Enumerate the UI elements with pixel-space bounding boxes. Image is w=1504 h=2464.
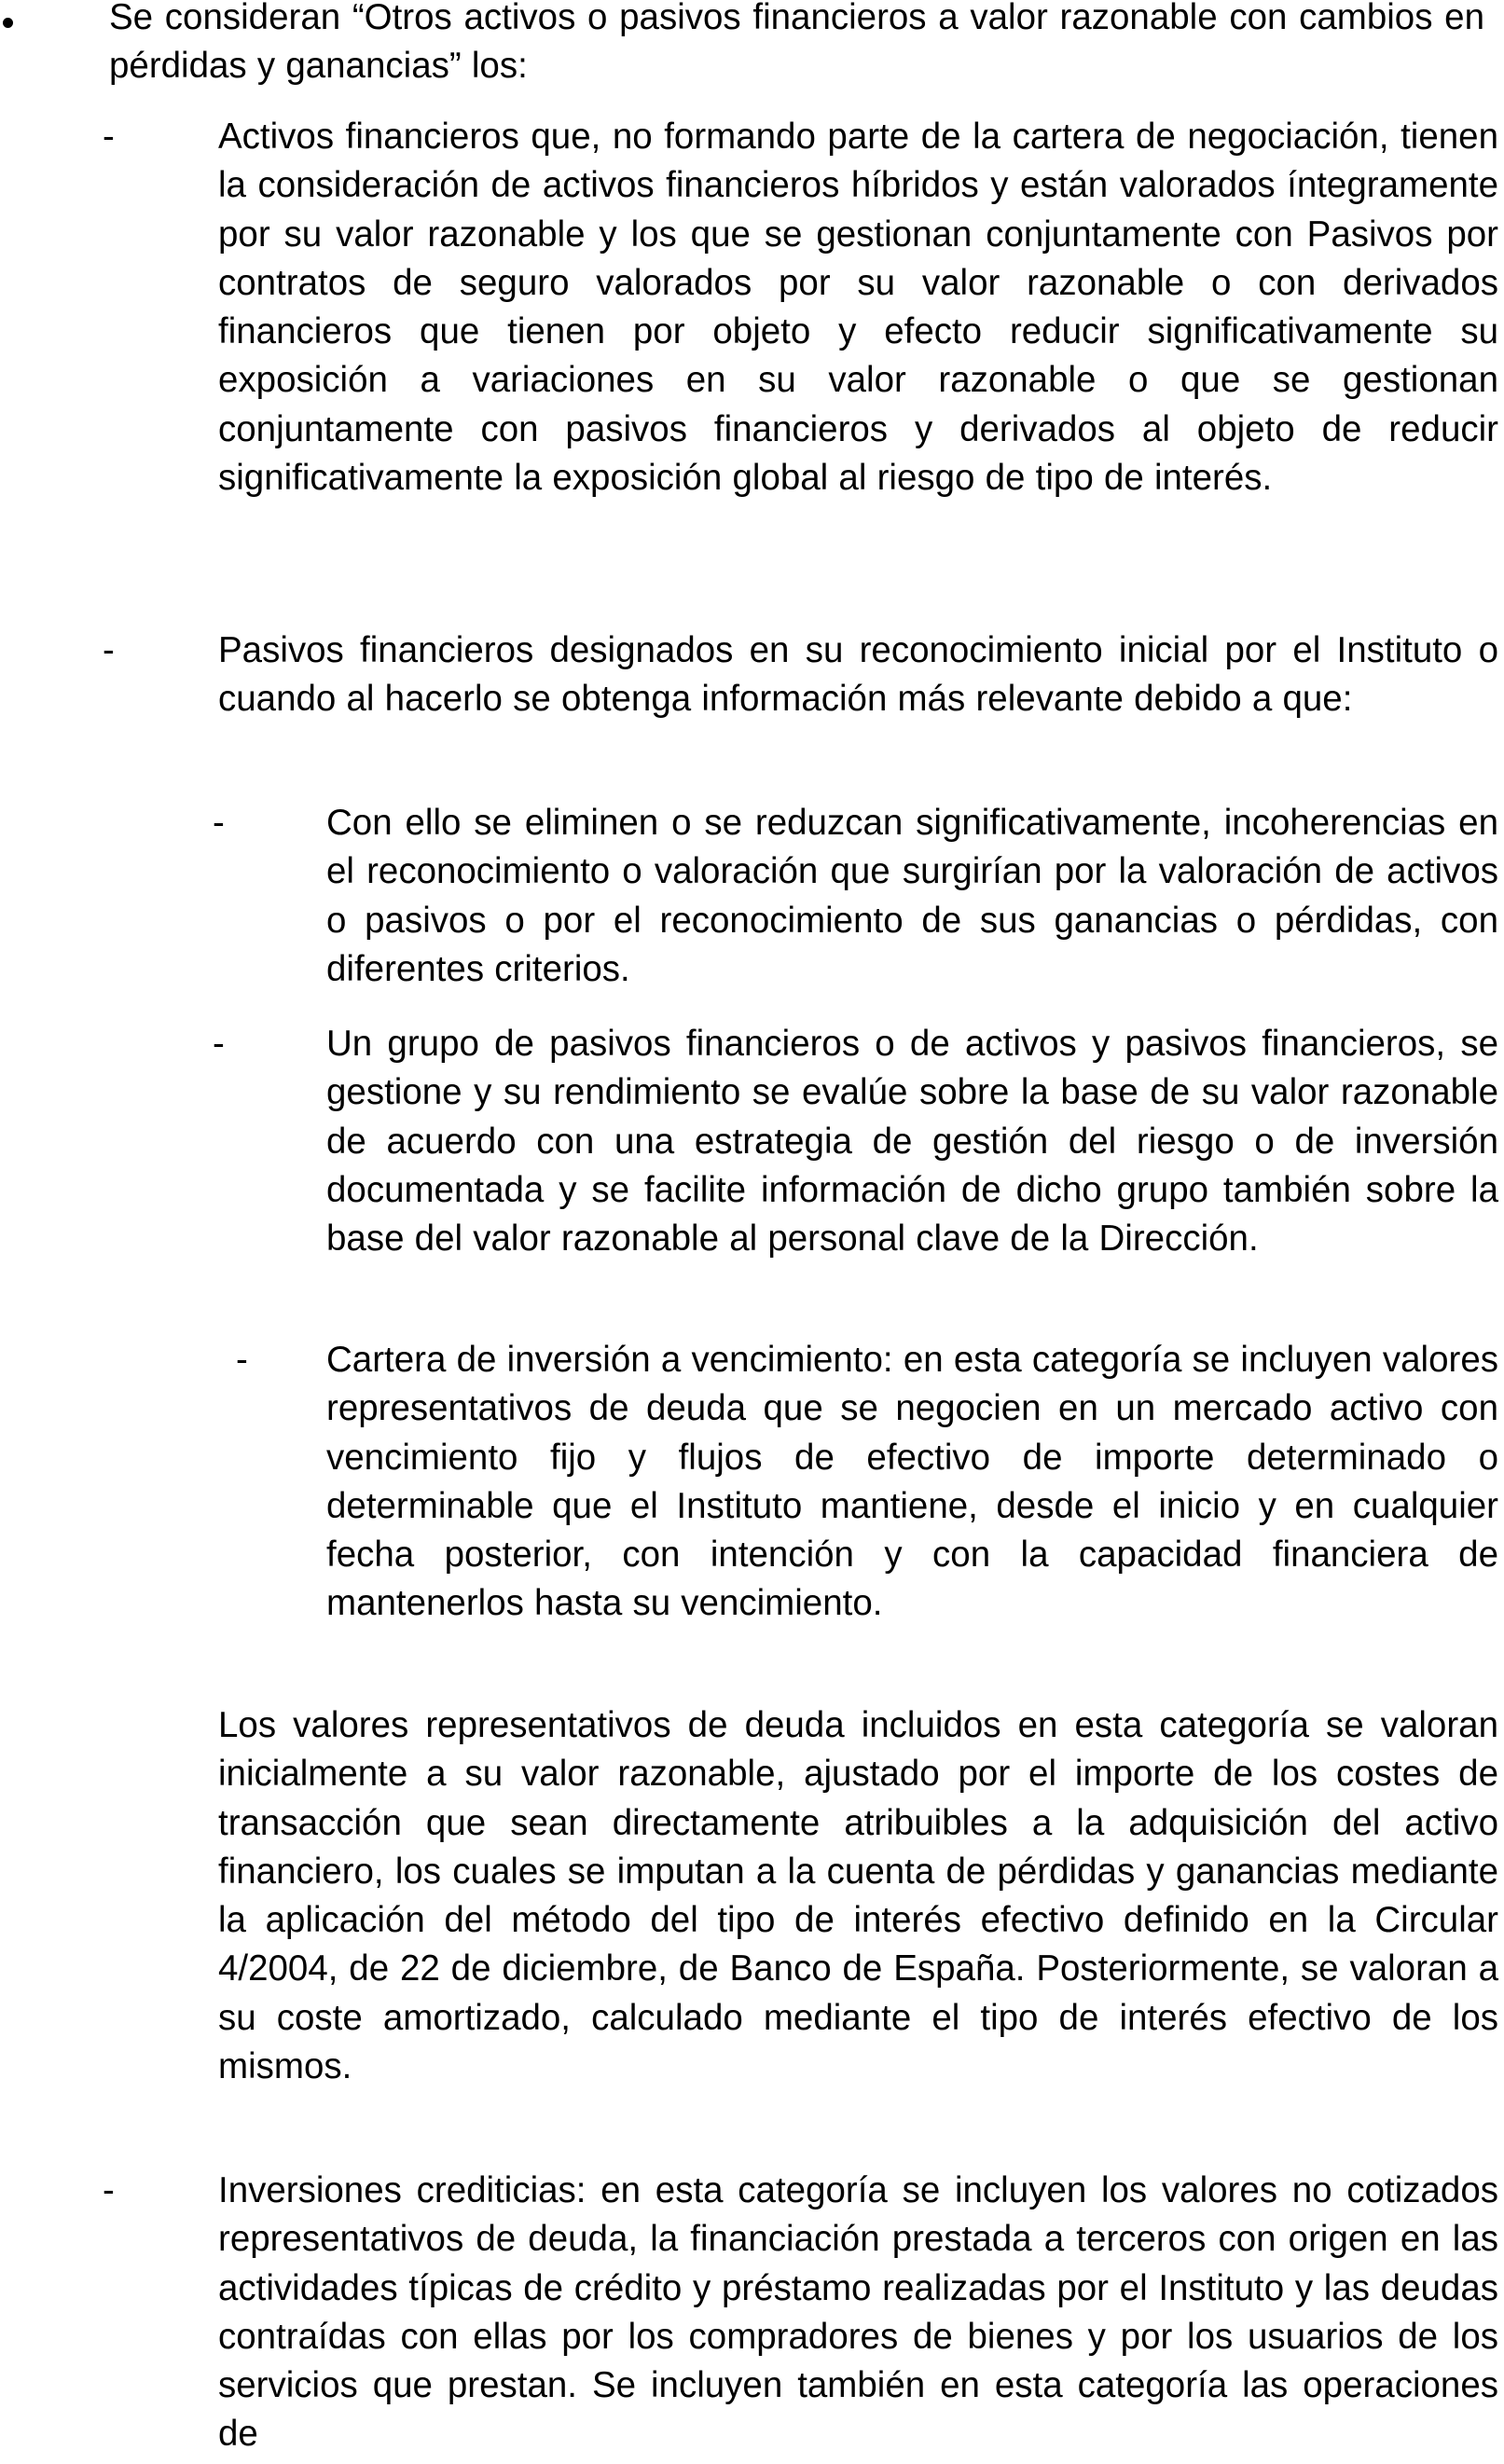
paragraph-valores-representativos: Los valores representativos de deuda incluidos en esta categoría se valoran inicialmente a su valor razonable, ajustado por el importe de los costes de transacción que sean directamente atribuibles a la adquisición del activo financiero, los cuales se imputan a la cuenta de pérdidas y ganancias mediante la aplicación del método del tipo de interés efectivo definido en la Circular 4/2004, de 22 de diciembre, de Banco de España. Posteriormente, se valoran a su coste amortizado, calculado mediante el tipo de interés efectivo de los mismos. <box>218 1705 1498 2087</box>
dash-marker: - <box>236 1340 248 1380</box>
list-item-pasivos-financieros: Pasivos financieros designados en su reconocimiento inicial por el Instituto o cuando al hacerlo se obtenga información más relevante debido a que: <box>218 630 1498 720</box>
sub-list-item-eliminen: Con ello se eliminen o se reduzcan significativamente, incoherencias en el reconocimiento o valoración que surgirían por la valoración de activos o pasivos o por el reconocimiento de sus ganancias o pérdidas, con diferentes criterios. <box>326 803 1498 989</box>
dash-marker: - <box>103 2170 115 2210</box>
bullet-icon <box>3 18 13 28</box>
dash-marker: - <box>213 1024 225 1064</box>
dash-marker: - <box>103 630 115 670</box>
dash-marker: - <box>213 803 225 843</box>
list-item-inversiones-crediticias: Inversiones crediticias: en esta categoría se incluyen los valores no cotizados representativos de deuda, la financiación prestada a terceros con origen en las actividades típicas de crédito y préstamo realizadas por el Instituto y las deudas contraídas con ellas por los compradores de bienes y por los usuarios de los servicios que prestan. Se incluyen también en esta categoría las operaciones de <box>218 2170 1498 2455</box>
bullet-paragraph: Se consideran “Otros activos o pasivos financieros a valor razonable con cambios en pérdidas y ganancias” los: <box>109 0 1484 87</box>
sub-list-item-cartera-inversion: Cartera de inversión a vencimiento: en esta categoría se incluyen valores representativos de deuda que se negocien en un mercado activo con vencimiento fijo y flujos de efectivo de importe determinado o determinable que el Instituto mantiene, desde el inicio y en cualquier fecha posterior, con intención y con la capacidad financiera de mantenerlos hasta su vencimiento. <box>326 1340 1498 1624</box>
list-item-activos-financieros: Activos financieros que, no formando parte de la cartera de negociación, tienen la consideración de activos financieros híbridos y están valorados íntegramente por su valor razonable y los que se gestionan conjuntamente con Pasivos por contratos de seguro valorados por su valor razonable o con derivados financieros que tienen por objeto y efecto reducir significativamente su exposición a variaciones en su valor razonable o que se gestionan conjuntamente con pasivos financieros y derivados al objeto de reducir significativamente la exposición global al riesgo de tipo de interés. <box>218 117 1498 499</box>
dash-marker: - <box>103 117 115 157</box>
sub-list-item-grupo-pasivos: Un grupo de pasivos financieros o de activos y pasivos financieros, se gestione y su rendimiento se evalúe sobre la base de su valor razonable de acuerdo con una estrategia de gestión del riesgo o de inversión documentada y se facilite información de dicho grupo también sobre la base del valor razonable al personal clave de la Dirección. <box>326 1024 1498 1260</box>
